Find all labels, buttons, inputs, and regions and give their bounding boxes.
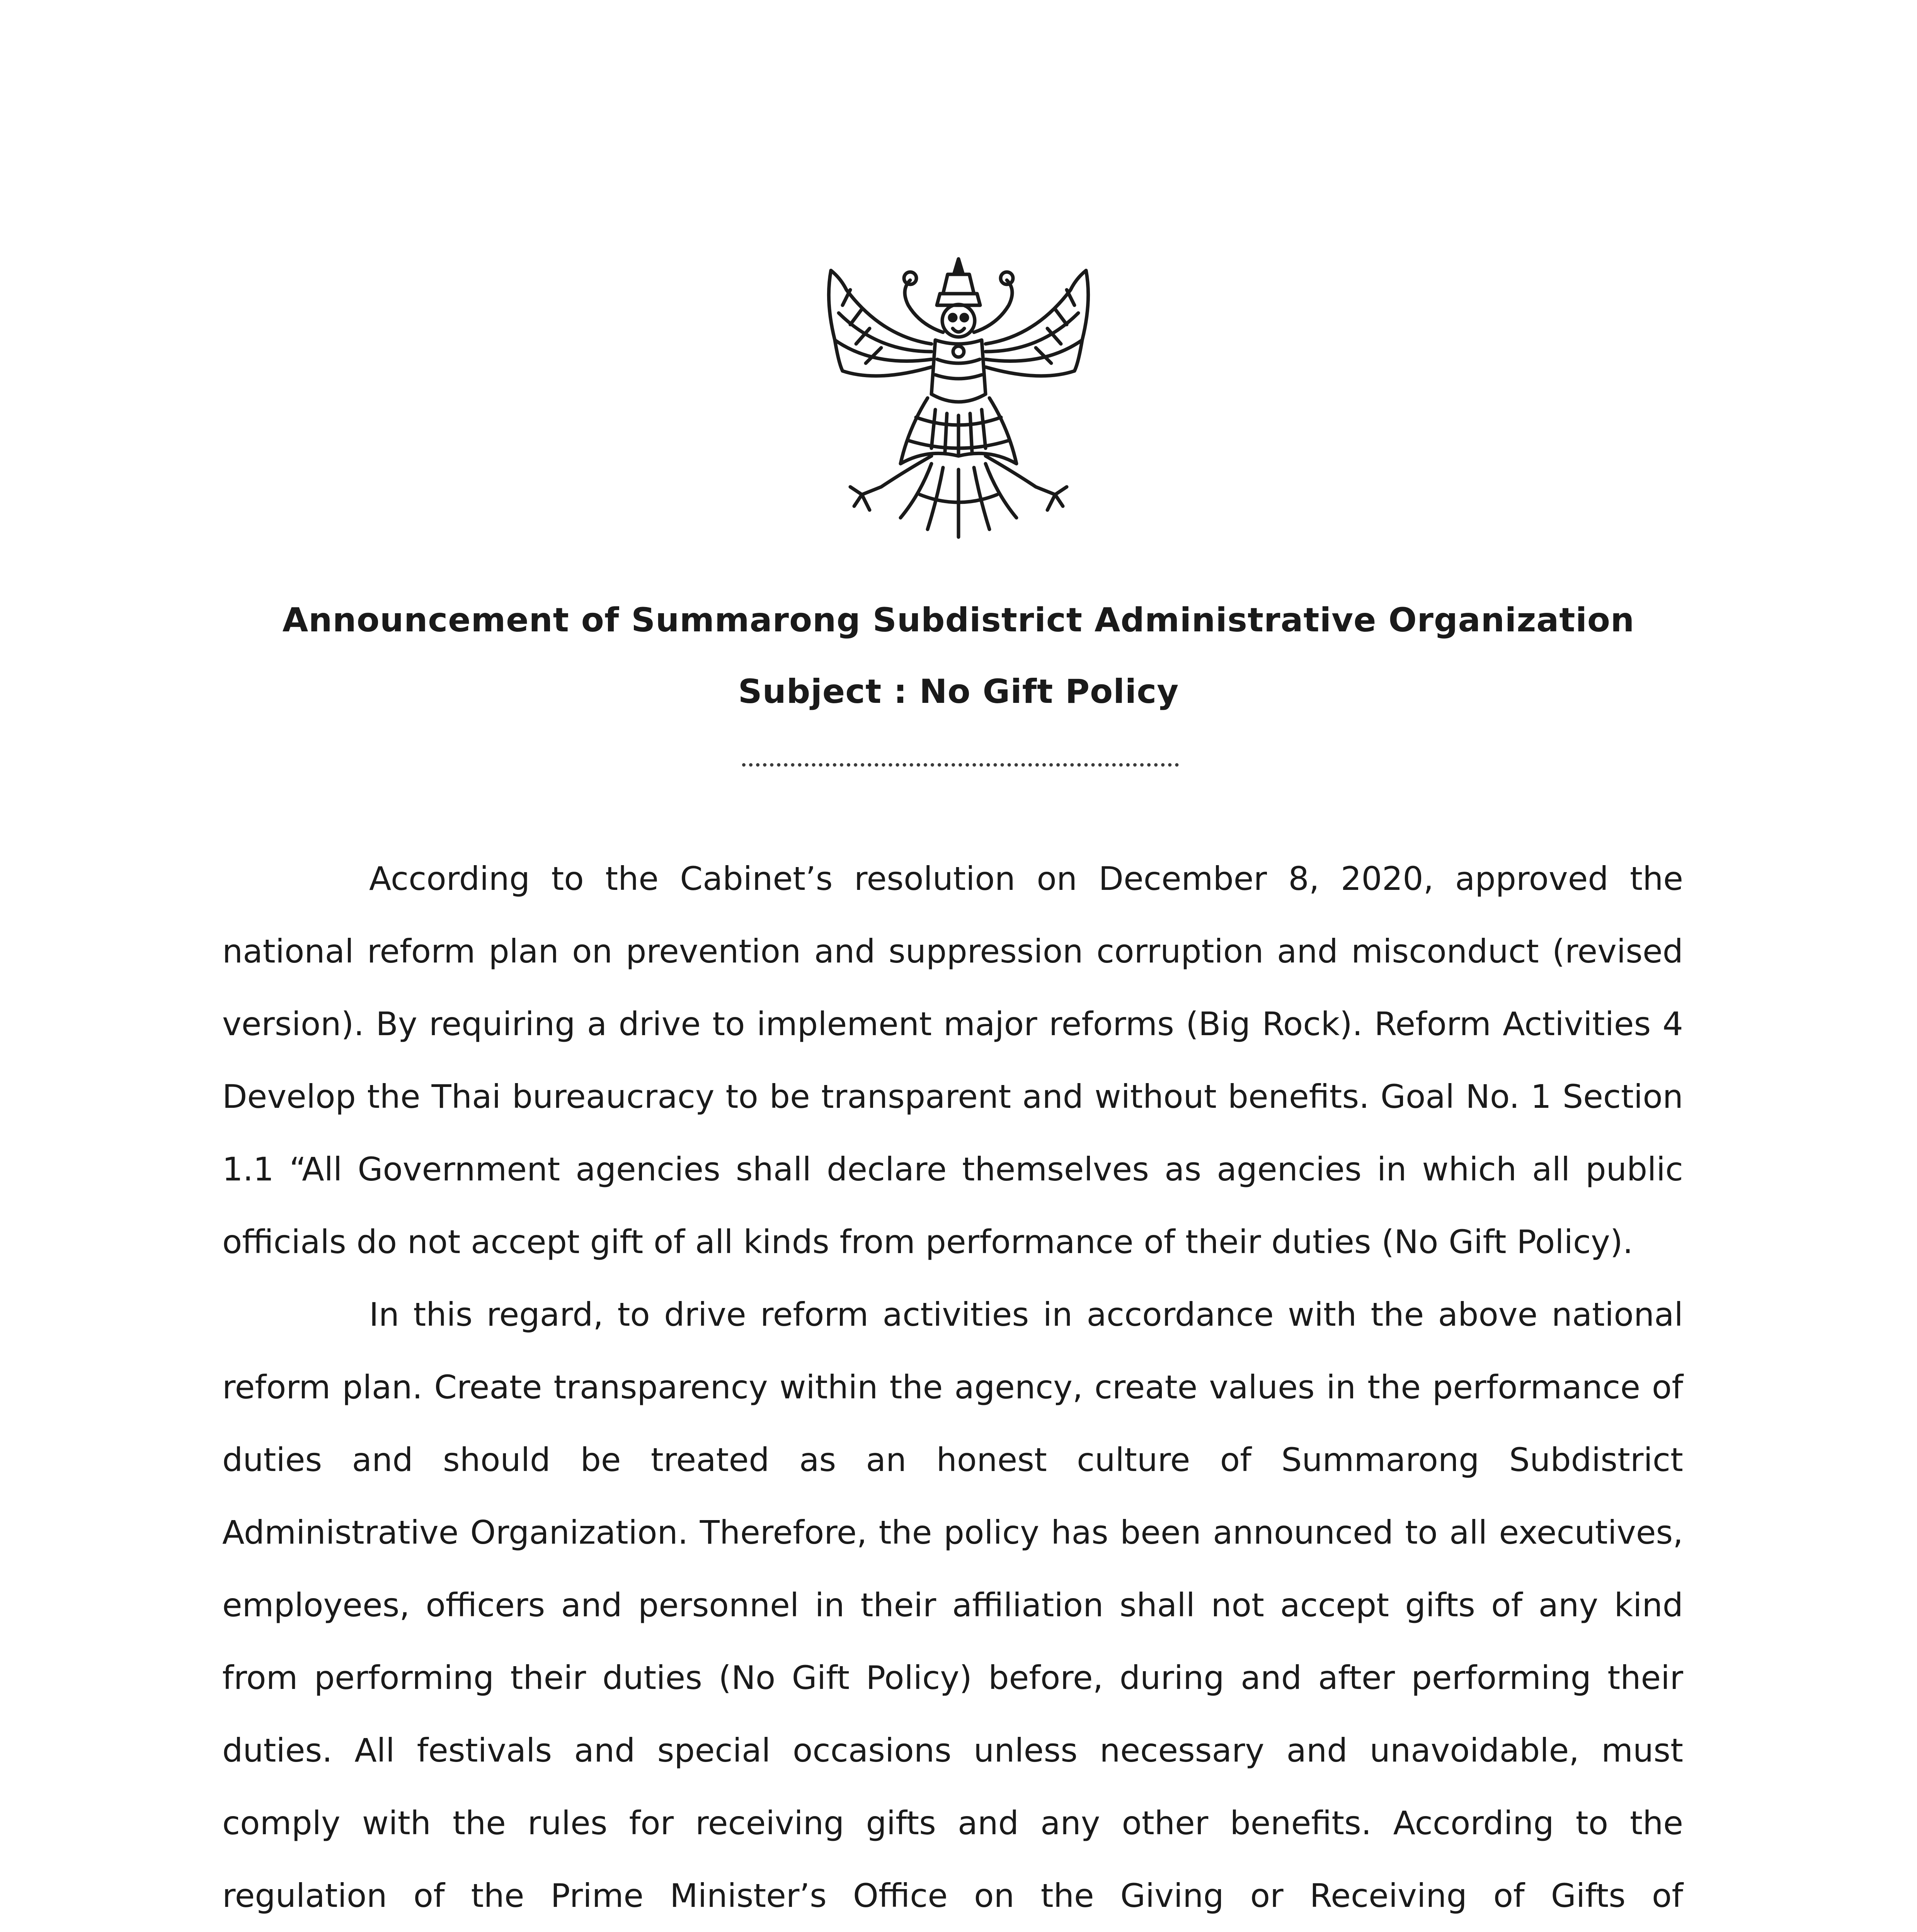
- document-title: Announcement of Summarong Subdistrict Administrative Organization: [282, 601, 1635, 639]
- paragraph-2: In this regard, to drive reform activities in accordance with the above national reform plan. Create transparency within the agency, create values in the performance of duties and should be treated as an honest culture of Summarong Subdistrict Administrative Organization. Therefore, the policy has been announced to all executives, employees, officers and personnel in their affiliation shall not accept gifts of any kind from performing their duties (No Gift Policy) before, during and after performing their duties. All festivals and special occasions unless necessary and unavoidable, must comply with the rules for receiving gifts and any other benefits. According to the regulation of the Prime Minister’s Office on the Giving or Receiving of Gifts of: [222, 1296, 1683, 1915]
- dotted-divider: [742, 763, 1179, 767]
- document-body: [222, 842, 1683, 1932]
- paragraph-1: According to the Cabinet’s resolution on December 8, 2020, approved the national reform plan on prevention and suppression corruption and misconduct (revised version). By requiring a drive to implement major reforms (Big Rock). Reform Activities 4 Develop the Thai bureaucracy to be transparent and without benefits. Goal No. 1 Section 1.1 “All Government agencies shall declare themselves as agencies in which all public officials do not accept gift of all kinds from performance of their duties (No Gift Policy).: [222, 860, 1683, 1261]
- document-subject: Subject : No Gift Policy: [738, 672, 1179, 711]
- garuda-emblem-icon: [804, 247, 1113, 545]
